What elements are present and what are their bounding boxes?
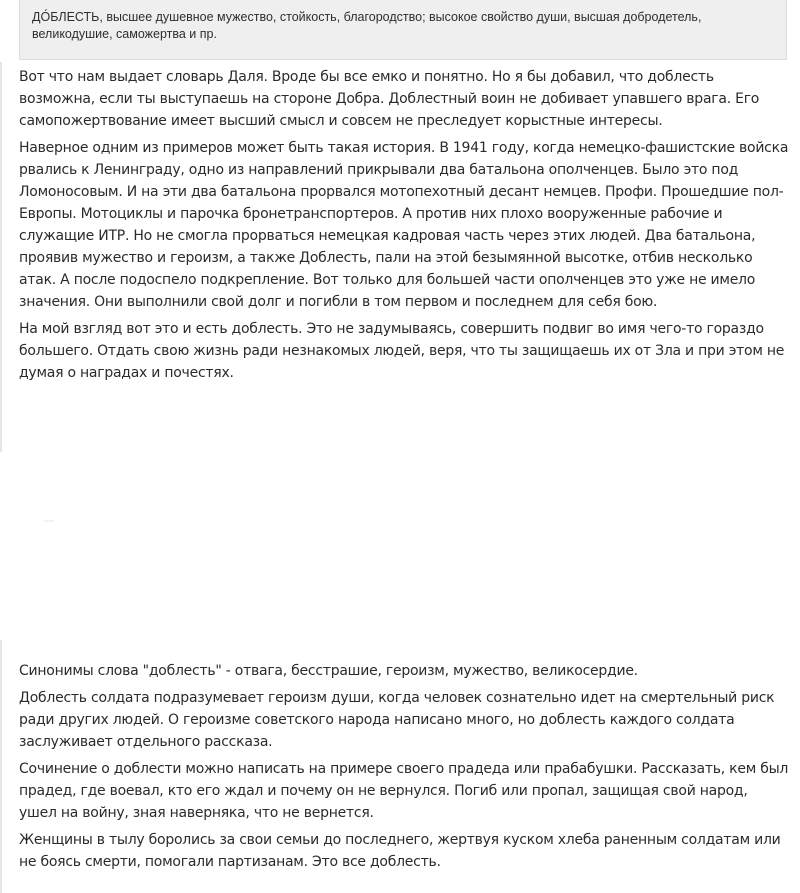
paragraph-opinion: На мой взгляд вот это и есть доблесть. Это не задумываясь, совершить подвиг во имя чего-то гораздо большего. Отдать свою жизнь ради незнакомых людей, веря, что ты защищаешь их от Зла и при этом не думая о наградах и почестях. [19, 321, 785, 381]
dictionary-definition-box [19, 0, 787, 60]
paragraph-essay-ancestor: Сочинение о доблести можно написать на примере своего прадеда или прабабушки. Рассказать, кем был прадед, где воевал, кто его ждал и почему он не вернулся. Погиб или пропал, защищая свой народ, ушел на войну, зная наверняка, что не вернется. [19, 761, 789, 821]
paragraph-synonyms: Синонимы слова "доблесть" - отвага, бесстрашие, героизм, мужество, великосердие. [19, 663, 638, 679]
paragraph-1941-story: Наверное одним из примеров может быть такая история. В 1941 году, когда немецко-фашистские войска рвались к Ленинграду, одно из направлений прикрывали два батальона ополченцев. Было это под Ломоносовым. И на эти два батальона прорвался мотопехотный десант немцев. Профи. Прошедшие пол-Европы. Мотоциклы и парочка бронетранспортеров. А против них плохо вооруженные рабочие и служащие ИТР. Но не смогла прорваться немецкая кадровая часть через этих людей. Два батальона, проявив мужество и героизм, а также Доблесть, пали на этой безымянной высотке, отбив несколько атак. А после подоспело подкрепление. Вот только для большей части ополченцев это уже не имело значения. Они выполнили свой долг и погибли в том первом и последнем для себя бою. [19, 140, 789, 310]
blank-space [0, 452, 800, 637]
section-one [19, 66, 789, 389]
paragraph-women-rear: Женщины в тылу боролись за свои семьи до последнего, жертвуя куском хлеба раненным солдатам или не боясь смерти, помогали партизанам. Это все доблесть. [19, 832, 781, 870]
faint-artifact [44, 520, 54, 522]
definition-text: , высшее душевное мужество, стойкость, благородство; высокое свойство души, высшая добродетель, великодушие, саможертва и пр. [32, 10, 702, 41]
definition-term: ДО́БЛЕСТЬ [32, 10, 100, 24]
left-border-line-lower [0, 640, 2, 893]
section-two [19, 660, 789, 878]
left-border-line [0, 62, 2, 452]
paragraph-dal-dictionary: Вот что нам выдает словарь Даля. Вроде бы все емко и понятно. Но я бы добавил, что доблесть возможна, если ты выступаешь на стороне Добра. Доблестный воин не добивает упавшего врага. Его самопожертвование имеет высший смысл и совсем не преследует корыстные интересы. [19, 69, 760, 129]
paragraph-soldier-valor: Доблесть солдата подразумевает героизм души, когда человек сознательно идет на смертельный риск ради других людей. О героизме советского народа написано много, но доблесть каждого солдата заслуживает отдельного рассказа. [19, 690, 775, 750]
